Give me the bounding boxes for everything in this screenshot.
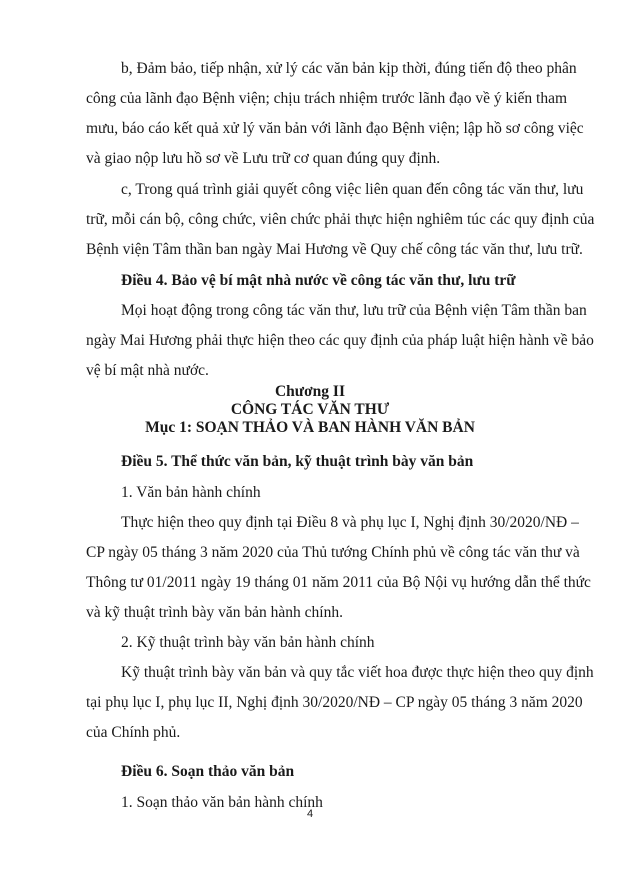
section-title: Mục 1: SOẠN THẢO VÀ BAN HÀNH VĂN BẢN xyxy=(145,419,475,436)
item-1-line-3: Thông tư 01/2011 ngày 19 tháng 01 năm 2011 của Bộ Nội vụ hướng dẫn thể thức xyxy=(86,574,591,591)
paragraph-b-line-2: công của lãnh đạo Bệnh viện; chịu trách nhiệm trước lãnh đạo về ý kiến tham xyxy=(86,90,568,107)
article-6-item-1-label: 1. Soạn thảo văn bản hành chính xyxy=(121,794,323,811)
paragraph-b-line-3: mưu, báo cáo kết quả xử lý văn bản với lãnh đạo Bệnh viện; lập hồ sơ công việc xyxy=(86,120,584,137)
article-6-heading: Điều 6. Soạn thảo văn bản xyxy=(121,763,295,780)
item-2-line-2: tại phụ lục I, phụ lục II, Nghị định 30/2020/NĐ – CP ngày 05 tháng 3 năm 2020 xyxy=(86,694,583,711)
item-2-label: 2. Kỹ thuật trình bày văn bản hành chính xyxy=(121,634,375,651)
paragraph-b-line-1: b, Đảm bảo, tiếp nhận, xử lý các văn bản kịp thời, đúng tiến độ theo phân xyxy=(121,60,577,77)
article-4-line-2: ngày Mai Hương phải thực hiện theo các quy định của pháp luật hiện hành về bảo xyxy=(86,332,594,349)
paragraph-c-line-3: Bệnh viện Tâm thần ban ngày Mai Hương về Quy chế công tác văn thư, lưu trữ. xyxy=(86,241,583,258)
item-2-line-1: Kỹ thuật trình bày văn bản và quy tắc viết hoa được thực hiện theo quy định xyxy=(121,664,594,681)
article-4-heading: Điều 4. Bảo vệ bí mật nhà nước về công tác văn thư, lưu trữ xyxy=(121,272,516,289)
article-4-line-3: vệ bí mật nhà nước. xyxy=(86,362,209,379)
item-2-line-3: của Chính phủ. xyxy=(86,724,181,741)
page-number: 4 xyxy=(306,808,314,820)
article-5-heading: Điều 5. Thể thức văn bản, kỹ thuật trình bày văn bản xyxy=(121,453,474,470)
item-1-line-2: CP ngày 05 tháng 3 năm 2020 của Thủ tướng Chính phủ về công tác văn thư và xyxy=(86,544,580,561)
paragraph-b-line-4: và giao nộp lưu hồ sơ về Lưu trữ cơ quan đúng quy định. xyxy=(86,150,441,167)
chapter-number: Chương II xyxy=(274,383,345,400)
item-1-line-1: Thực hiện theo quy định tại Điều 8 và phụ lục I, Nghị định 30/2020/NĐ – xyxy=(121,514,579,531)
article-4-line-1: Mọi hoạt động trong công tác văn thư, lưu trữ của Bệnh viện Tâm thần ban xyxy=(121,302,587,319)
paragraph-c-line-2: trữ, mỗi cán bộ, công chức, viên chức phải thực hiện nghiêm túc các quy định của xyxy=(86,211,595,228)
paragraph-c-line-1: c, Trong quá trình giải quyết công việc liên quan đến công tác văn thư, lưu xyxy=(121,181,584,198)
item-1-label: 1. Văn bản hành chính xyxy=(121,484,261,501)
chapter-title: CÔNG TÁC VĂN THƯ xyxy=(230,401,390,418)
item-1-line-4: và kỹ thuật trình bày văn bản hành chính. xyxy=(86,604,343,621)
